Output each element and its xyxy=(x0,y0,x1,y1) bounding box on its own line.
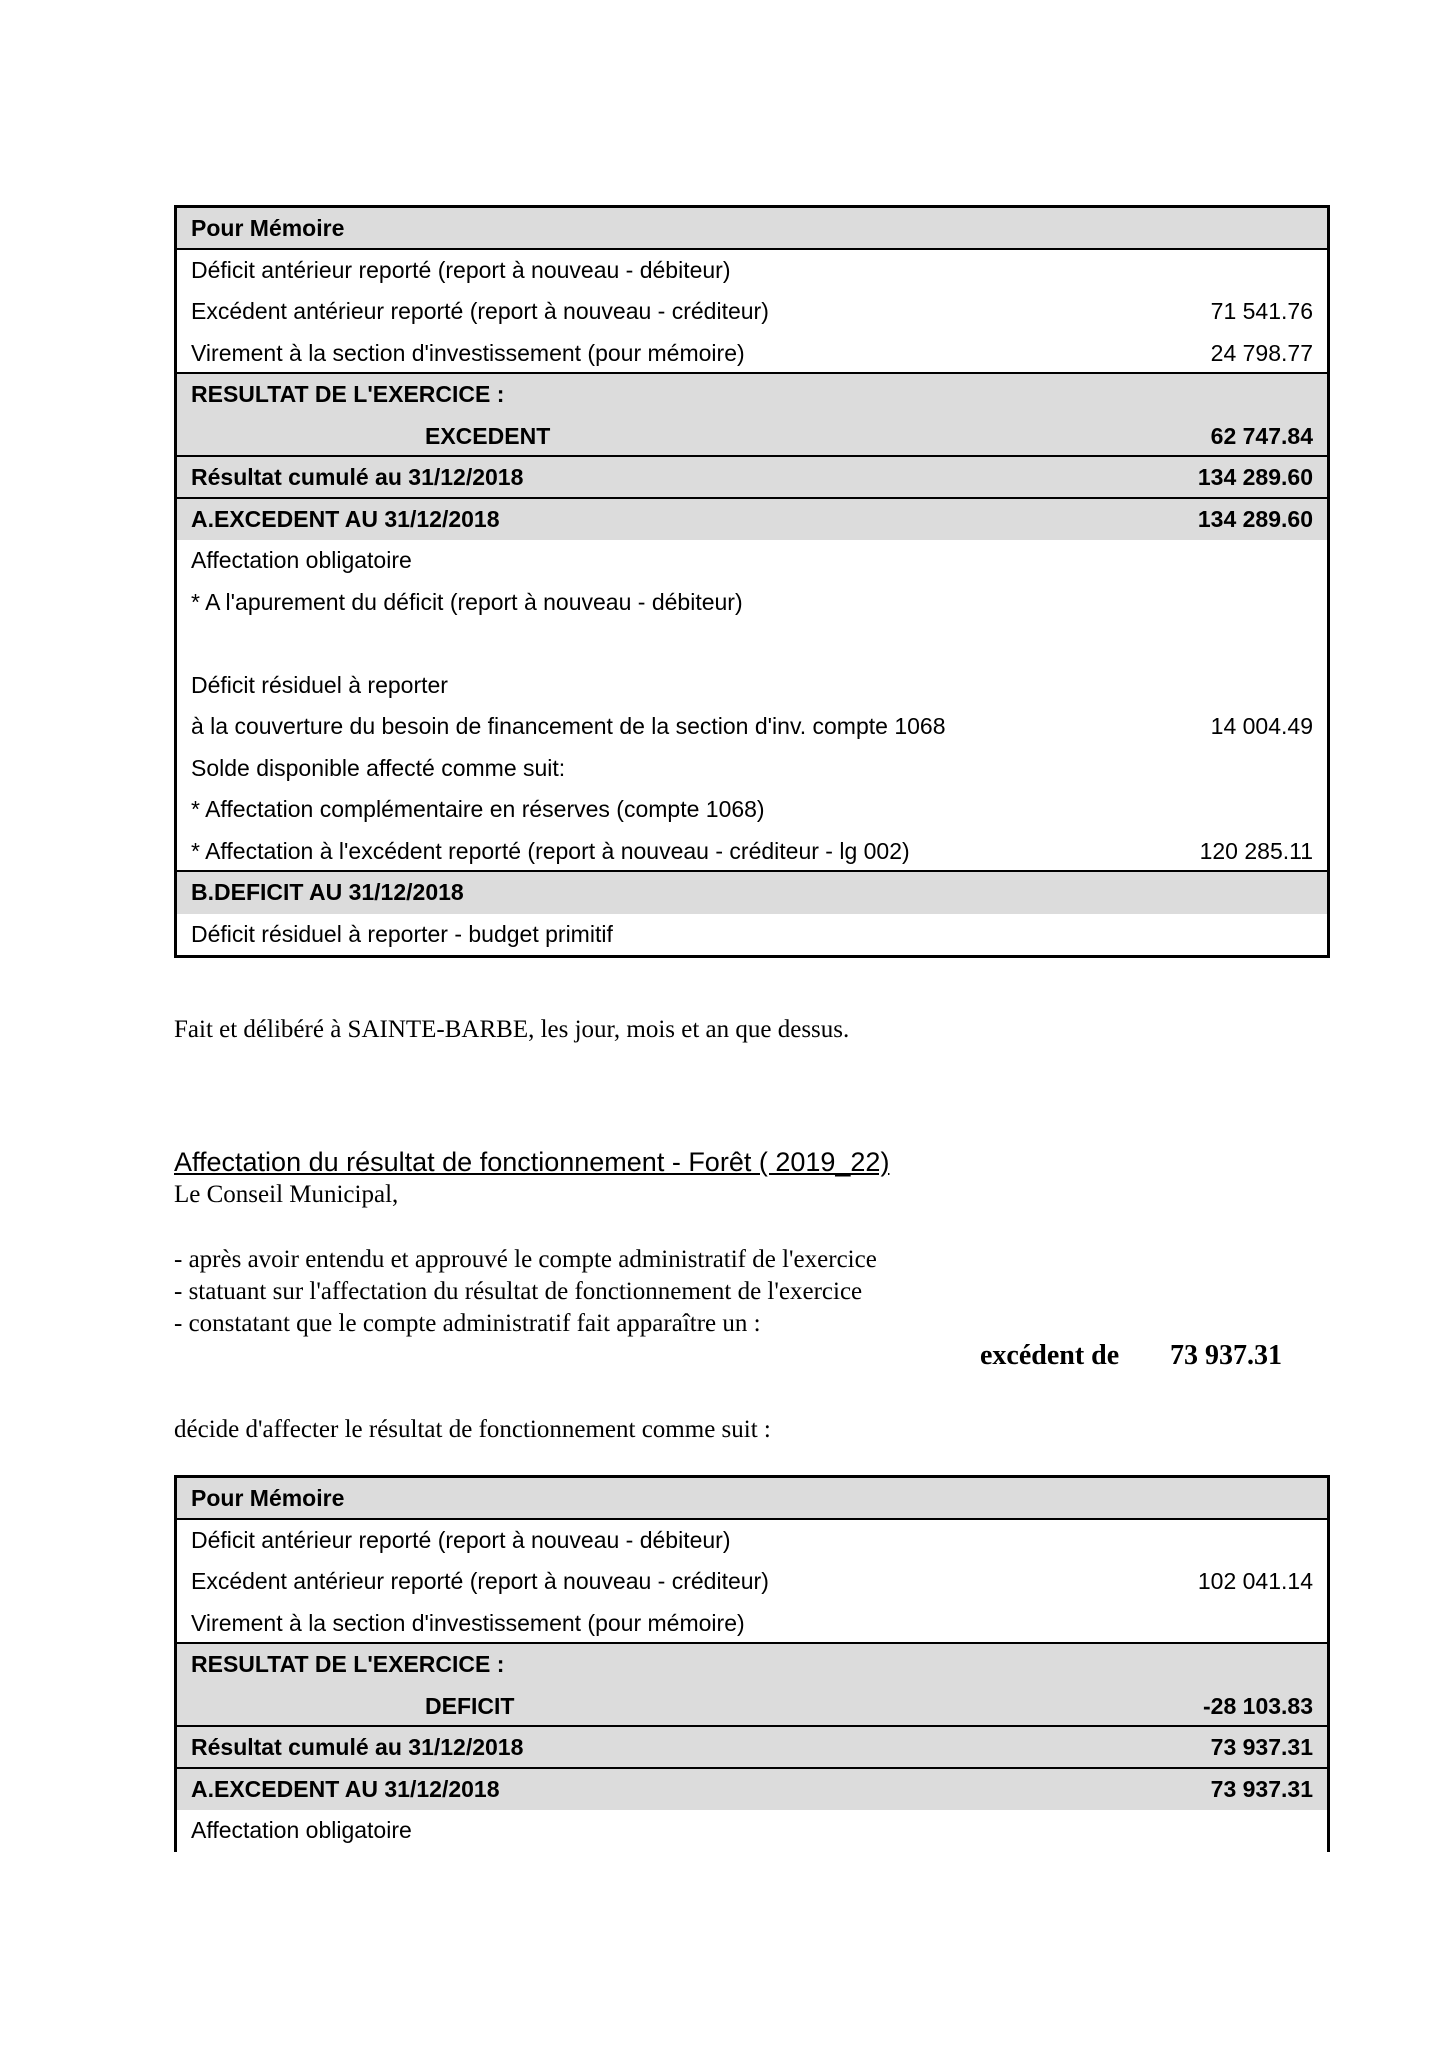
excedent-label: excédent de xyxy=(980,1340,1120,1371)
resultat-cumule-row: Résultat cumulé au 31/12/2018 134 289.60 xyxy=(177,457,1327,499)
resultat-value-row: DEFICIT -28 103.83 xyxy=(177,1686,1327,1728)
resultat-value-row: EXCEDENT 62 747.84 xyxy=(177,416,1327,458)
fait-et-delibere-text: Fait et délibéré à SAINTE-BARBE, les jour, mois et an que dessus. xyxy=(174,1016,850,1043)
decide-text: décide d'affecter le résultat de fonctionnement comme suit : xyxy=(174,1416,771,1443)
table-header-pour-memoire: Pour Mémoire xyxy=(177,1478,1327,1520)
table-row: * Affectation à l'excédent reporté (report à nouveau - créditeur - lg 002) 120 285.11 xyxy=(177,831,1327,873)
excedent-row: A.EXCEDENT AU 31/12/2018 134 289.60 xyxy=(177,499,1327,541)
table-row: Excédent antérieur reporté (report à nouveau - créditeur) 102 041.14 xyxy=(191,1568,1313,1594)
table-row: Déficit résiduel à reporter xyxy=(191,671,448,698)
section-title: Affectation du résultat de fonctionnement - Forêt ( 2019_22) xyxy=(174,1147,890,1177)
bullet-text: - constatant que le compte administratif fait apparaître un : xyxy=(174,1310,761,1337)
affectation-table-1 xyxy=(174,205,1330,958)
table-row: à la couverture du besoin de financement de la section d'inv. compte 1068 14 004.49 xyxy=(191,713,1313,739)
table-row: Affectation obligatoire xyxy=(191,1817,412,1843)
table-row: Déficit antérieur reporté (report à nouveau - débiteur) xyxy=(191,1526,731,1553)
table-row: Affectation obligatoire xyxy=(191,547,412,573)
table-row: * Affectation complémentaire en réserves (compte 1068) xyxy=(191,796,765,822)
table-row: * A l'apurement du déficit (report à nouveau - débiteur) xyxy=(191,588,743,615)
table-row: Virement à la section d'investissement (pour mémoire) xyxy=(177,1603,1327,1645)
bullet-text: - statuant sur l'affectation du résultat de fonctionnement de l'exercice xyxy=(174,1278,863,1305)
table-row: Déficit résiduel à reporter - budget primitif xyxy=(191,920,613,947)
table-row: Virement à la section d'investissement (pour mémoire) 24 798.77 xyxy=(177,333,1327,375)
resultat-cumule-row: Résultat cumulé au 31/12/2018 73 937.31 xyxy=(177,1727,1327,1769)
affectation-table-2 xyxy=(174,1475,1330,1852)
table-header-pour-memoire: Pour Mémoire xyxy=(177,208,1327,250)
table-row: Excédent antérieur reporté (report à nouveau - créditeur) 71 541.76 xyxy=(191,298,1313,324)
deficit-row: B.DEFICIT AU 31/12/2018 xyxy=(177,872,1327,914)
conseil-text: Le Conseil Municipal, xyxy=(174,1181,399,1208)
resultat-title-row: RESULTAT DE L'EXERCICE : xyxy=(177,1644,1327,1686)
bullet-text: - après avoir entendu et approuvé le compte administratif de l'exercice xyxy=(174,1246,877,1273)
excedent-row: A.EXCEDENT AU 31/12/2018 73 937.31 xyxy=(177,1769,1327,1811)
excedent-value: 73 937.31 xyxy=(1170,1340,1282,1371)
table-row: Déficit antérieur reporté (report à nouveau - débiteur) xyxy=(191,256,731,283)
resultat-title-row: RESULTAT DE L'EXERCICE : xyxy=(177,374,1327,416)
table-row: Solde disponible affecté comme suit: xyxy=(191,754,566,781)
